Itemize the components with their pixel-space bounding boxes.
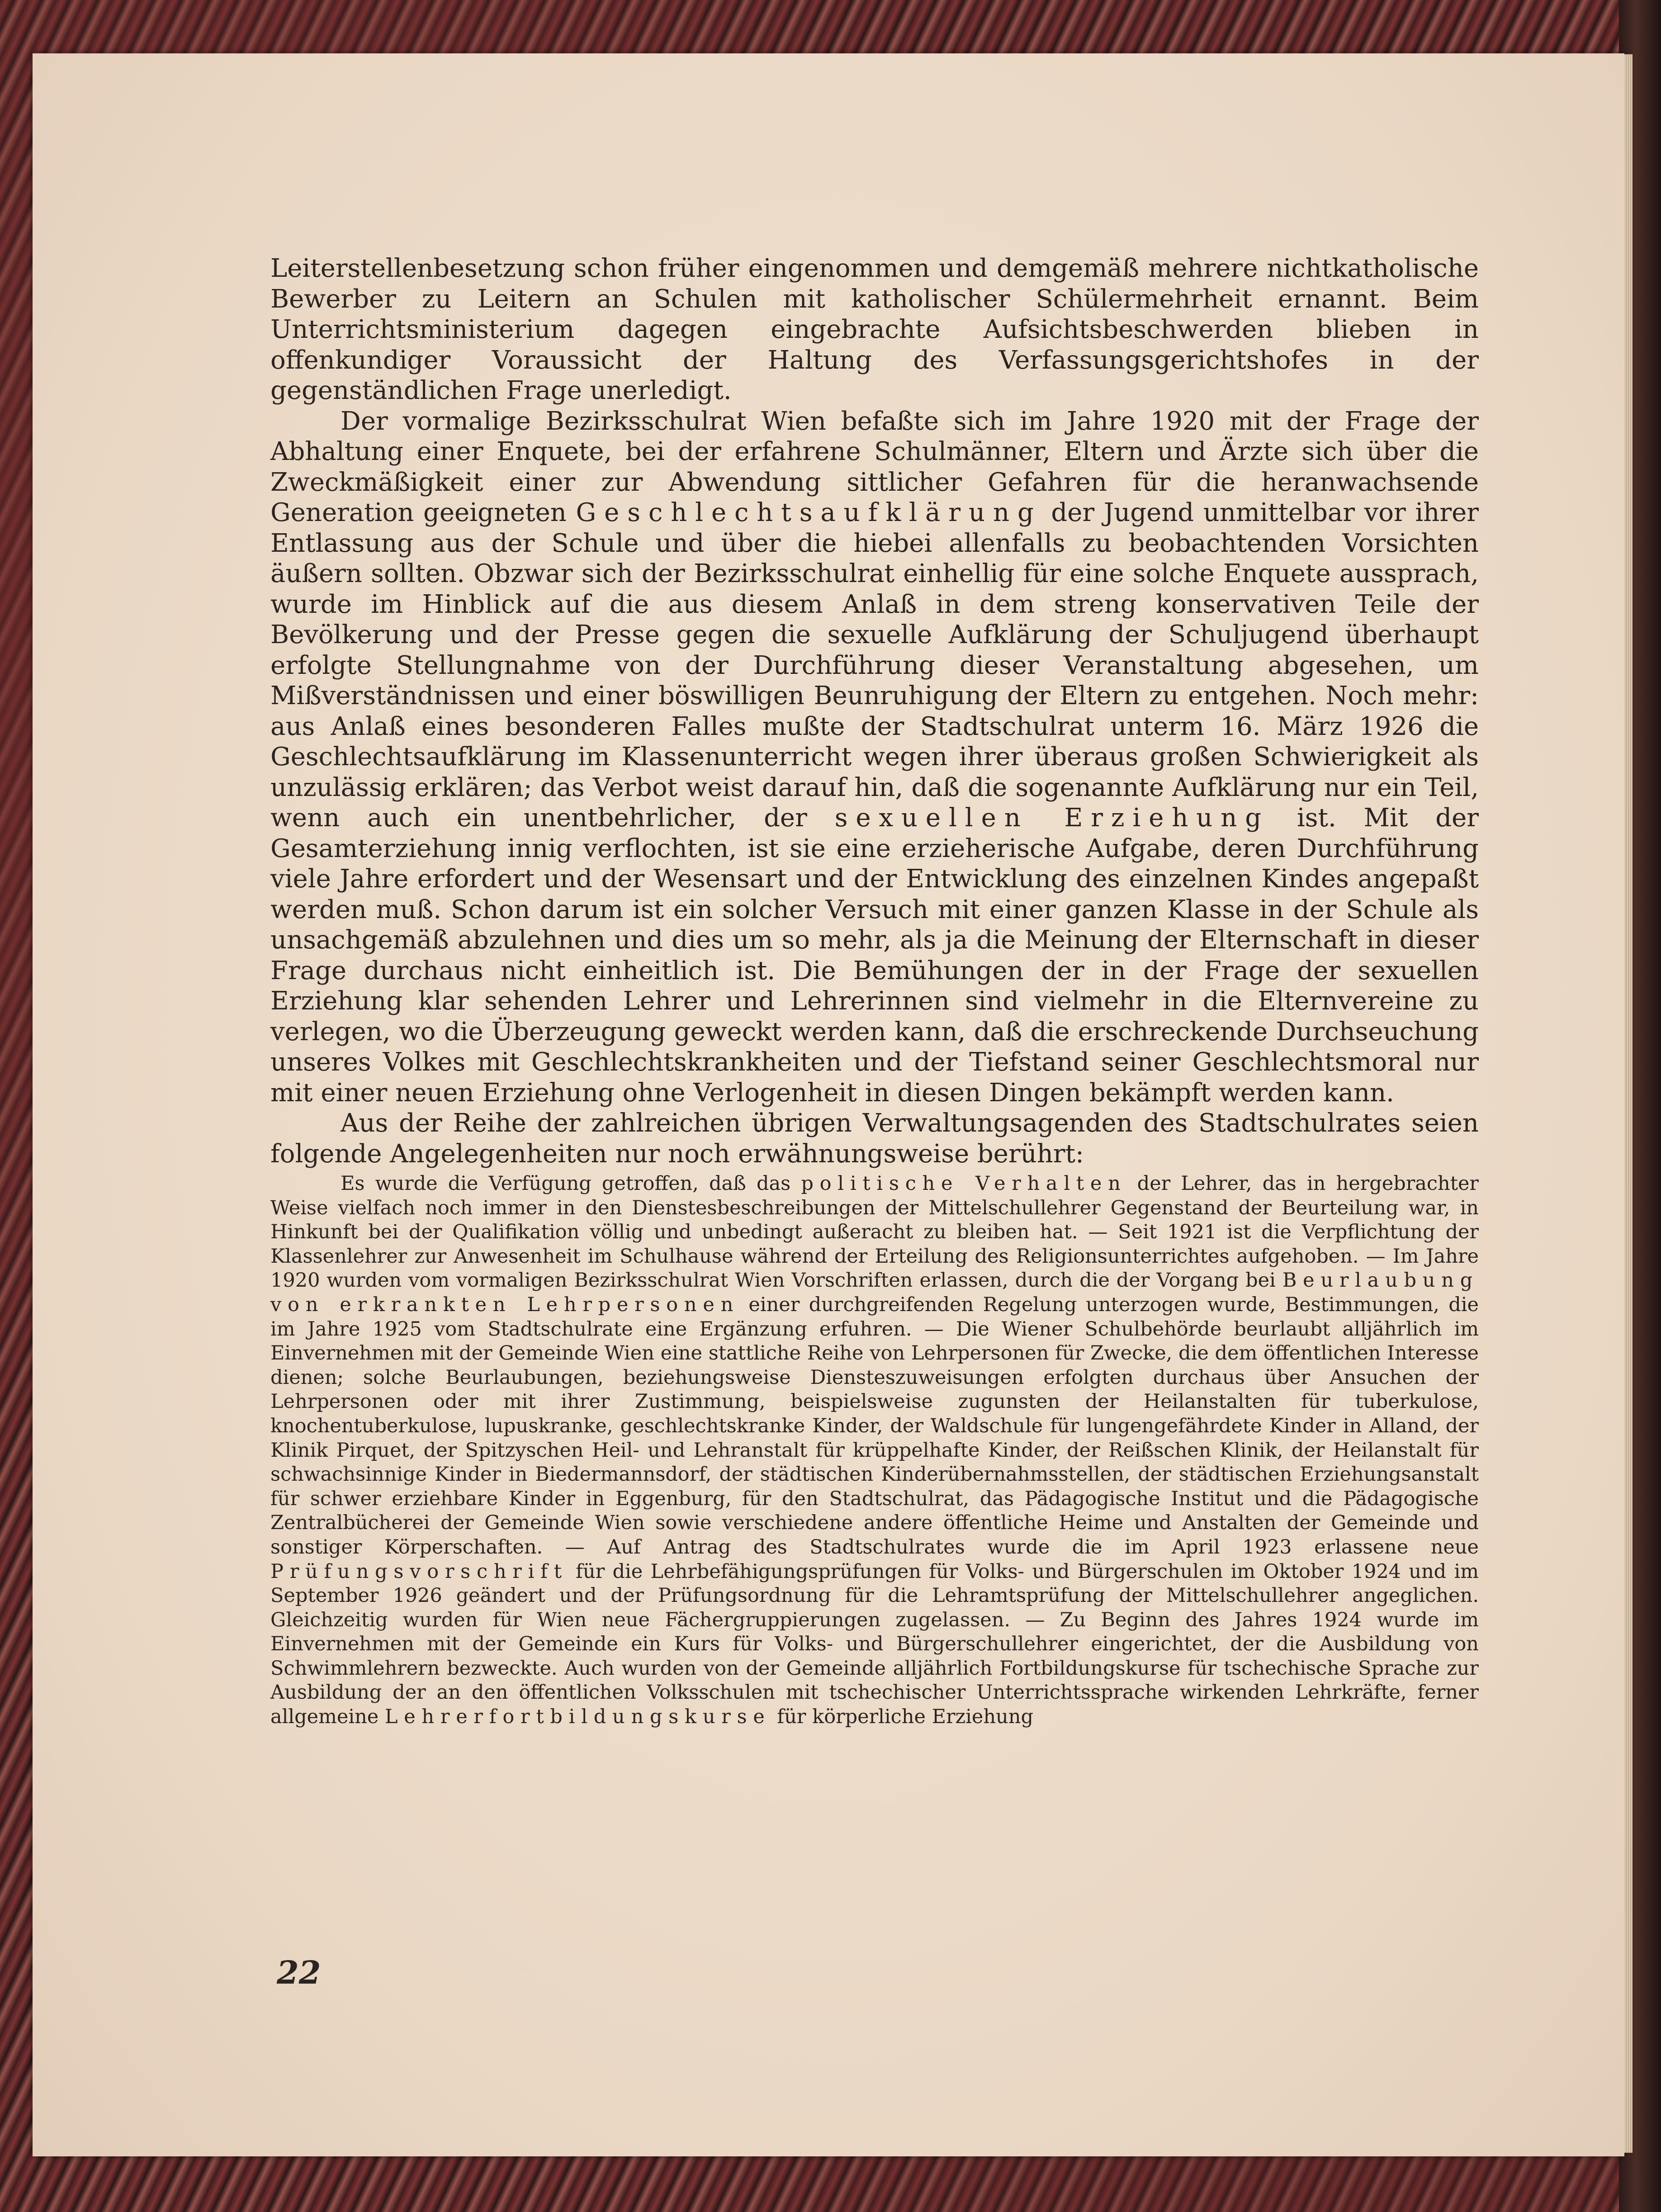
spaced-emphasis: Beurlaubung von erkrankten Lehrpersonen [270,1269,1479,1316]
main-text [270,253,1479,1169]
text-run: für körperliche Erziehung [771,1705,1033,1729]
text-run: Es wurde die Verfügung getroffen, daß das [341,1172,801,1195]
small-print-section [270,1172,1479,1729]
text-run: Der vormalige Bezirksschulrat Wien befaßte sich im Jahre 1920 mit der Frage der Abhaltung einer Enquete, bei der erfahrene Schulmänner, Eltern und Ärzte sich über die Zweckmäßigkeit einer zur Abwendung sittlicher Gefahren für die heranwachsende Generation geeigneten [270,406,1479,527]
text-run: für die Lehrbefähigungsprüfungen für Volks- und Bürgerschulen im Oktober 1924 und im September 1926 geändert und der Prüfungsordnung für die Lehramtsprüfung der Mittelschullehrer angeglichen. Gleichzeitig wurden für Wien neue Fächergruppierungen zugelassen. — Zu Beginn des Jahres 1924 wurde im Einvernehmen mit der Gemeinde ein Kurs für Volks- und Bürgerschullehrer eingerichtet, der die Ausbildung von Schwimmlehrern bezweckte. Auch wurden von der Gemeinde alljährlich Fortbildungskurse für tschechische Sprache zur Ausbildung der an den öffentlichen Volksschulen mit tschechischer Unterrichtssprache wirkenden Lehrkräfte, ferner allgemeine [270,1560,1479,1729]
page-edges [1624,54,1633,2153]
spaced-emphasis: Lehrerfortbildungskurse [384,1705,771,1729]
text-run: der Jugend unmittelbar vor ihrer Entlassung aus der Schule und über die hiebei allenfalls zu beobachtenden Vorsichten äußern sollten. Obzwar sich der Bezirksschulrat einhellig für eine solche Enquete aussprach, wurde im Hinblick auf die aus diesem Anlaß in dem streng konservativen Teile der Bevölkerung und der Presse gegen die sexuelle Aufklärung der Schuljugend überhaupt erfolgte Stellungnahme von der Durchführung dieser Veranstaltung abgesehen, um Mißverständnissen und einer böswilligen Beunruhigung der Eltern zu entgehen. Noch mehr: aus Anlaß eines besonderen Falles mußte der Stadtschulrat unterm 16. März 1926 die Geschlechtsaufklärung im Klassenunterricht wegen ihrer überaus großen Schwierigkeit als unzulässig erklären; das Verbot weist darauf hin, daß die sogenannte Aufklärung nur ein Teil, wenn auch ein unentbehrlicher, der [270,498,1479,833]
spaced-emphasis: politische Verhalten [801,1172,1127,1195]
text-run: der Lehrer, das in hergebrachter Weise vielfach noch immer in den Dienstesbeschreibungen der Mittelschullehrer Gegenstand der Beurteilung war, in Hinkunft bei der Qualifikation völlig und unbedingt außeracht zu bleiben hat. — Seit 1921 ist die Verpflichtung der Klassenlehrer zur Anwesenheit im Schulhause während der Erteilung des Religionsunterrichtes aufgehoben. — Im Jahre 1920 wurden vom vormaligen Bezirksschulrat Wien Vorschriften erlassen, durch die der Vorgang bei [270,1172,1479,1292]
paragraph-1: Leiterstellenbesetzung schon früher eingenommen und demgemäß mehrere nichtkatholische Bewerber zu Leitern an Schulen mit katholischer Schülermehrheit ernannt. Beim Unterrichtsministerium dagegen eingebrachte Aufsichtsbeschwerden blieben in offenkundiger Voraussicht der Haltung des Verfassungsgerichtshofes in der gegenständlichen Frage unerledigt. [270,254,1479,405]
text-run: einer durchgreifenden Regelung unterzogen wurde, Bestimmungen, die im Jahre 1925 vom Stadtschulrate eine Ergänzung erfuhren. — Die Wiener Schulbehörde beurlaubt alljährlich im Einvernehmen mit der Gemeinde Wien eine stattliche Reihe von Lehrpersonen für Zwecke, die dem öffentlichen Interesse dienen; solche Beurlaubungen, beziehungsweise Diensteszuweisungen erfolgten durchaus über Ansuchen der Lehrpersonen oder mit ihrer Zustimmung, beispielsweise zugunsten der Heilanstalten für tuberkulose, knochentuberkulose, lupuskranke, geschlechtskranke Kinder, der Waldschule für lungengefährdete Kinder in Alland, der Klinik Pirquet, der Spitzyschen Heil- und Lehranstalt für krüppelhafte Kinder, der Reißschen Klinik, der Heilanstalt für schwachsinnige Kinder in Biedermannsdorf, der städtischen Kinderübernahmsstellen, der städtischen Erziehungsanstalt für schwer erziehbare Kinder in Eggenburg, für den Stadtschulrat, das Pädagogische Institut und die Pädagogische Zentralbücherei der Gemeinde Wien sowie verschiedene andere öffentliche Heime und Anstalten der Gemeinde und sonstiger Körperschaften. — Auf Antrag des Stadtschulrates wurde die im April 1923 erlassene neue [270,1293,1479,1558]
spaced-emphasis: sexuellen Erziehung [834,803,1269,833]
spaced-emphasis: Prüfungsvorschrift [270,1560,568,1583]
page-number: 22 [277,1954,321,1991]
paragraph-2 [270,406,1479,1108]
paragraph-3: Aus der Reihe der zahlreichen übrigen Verwaltungsagenden des Stadtschulrates seien folgende Angelegenheiten nur noch erwähnungsweise berührt: [270,1108,1479,1169]
spaced-emphasis: Geschlechtsaufklärung [576,498,1042,527]
small-paragraph [270,1172,1479,1729]
page-text [270,253,1479,1729]
text-run: ist. Mit der Gesamterziehung innig verflochten, ist sie eine erzieherische Aufgabe, deren Durchführung viele Jahre erfordert und der Wesensart und der Entwicklung des einzelnen Kindes angepaßt werden muß. Schon darum ist ein solcher Versuch mit einer ganzen Klasse in der Schule als unsachgemäß abzulehnen und dies um so mehr, als ja die Meinung der Elternschaft in dieser Frage durchaus nicht einheitlich ist. Die Bemühungen der in der Frage der sexuellen Erziehung klar sehenden Lehrer und Lehrerinnen sind vielmehr in die Elternvereine zu verlegen, wo die Überzeugung geweckt werden kann, daß die erschreckende Durchseuchung unseres Volkes mit Geschlechtskrankheiten und der Tiefstand seiner Geschlechtsmoral nur mit einer neuen Erziehung ohne Verlogenheit in diesen Dingen bekämpft werden kann. [270,803,1479,1108]
